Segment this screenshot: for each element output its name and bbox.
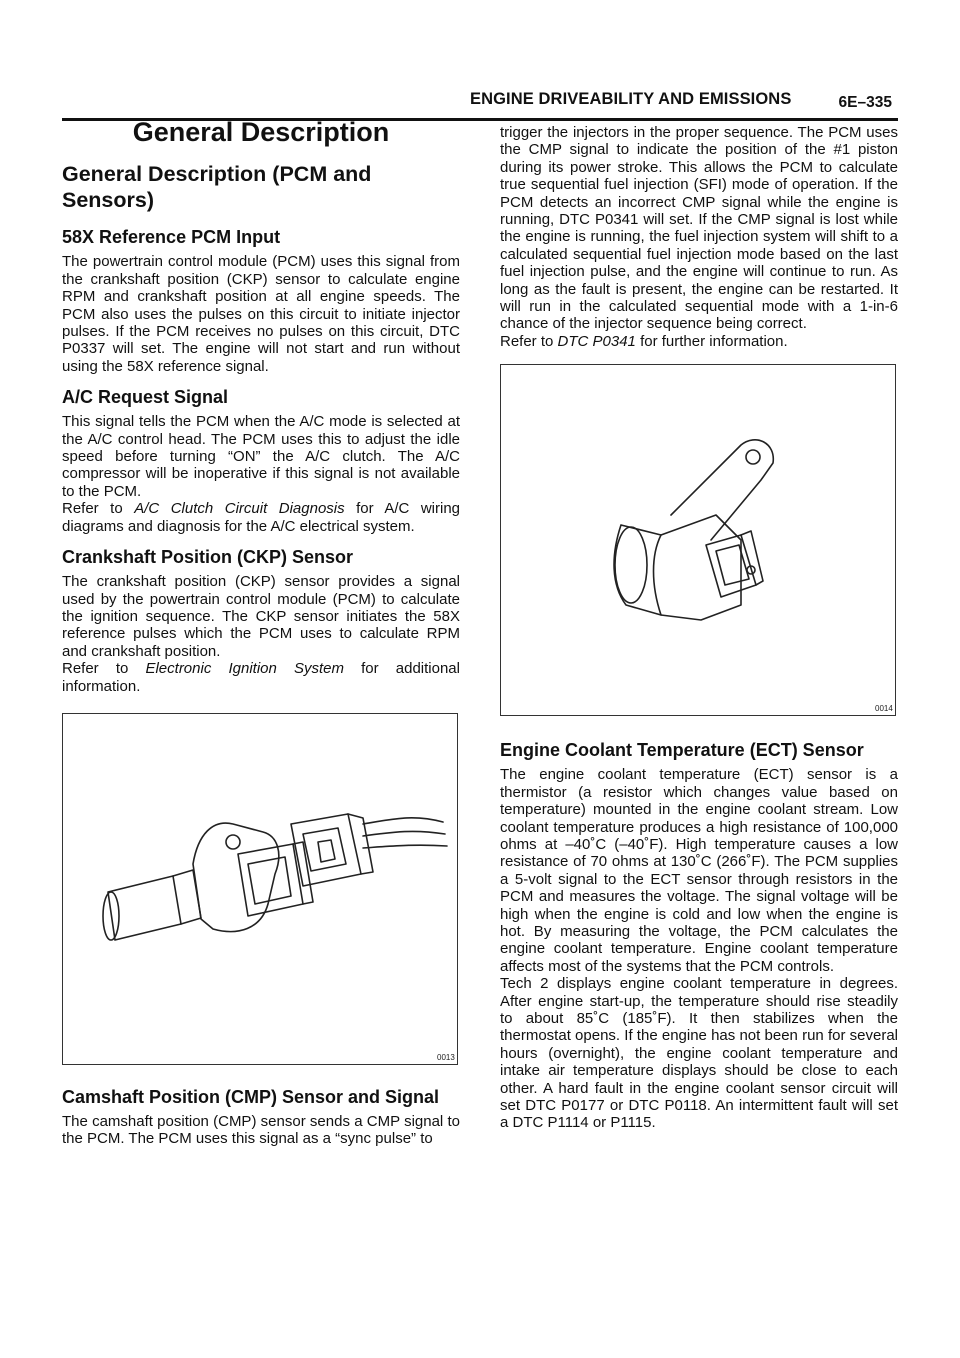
body-cmp: The camshaft position (CMP) sensor sends a CMP signal to the PCM. The PCM uses this signal as a “sync pulse” to [62, 1112, 460, 1148]
ref-ac-pre: Refer to [62, 500, 123, 518]
subtitle: General Description (PCM and Sensors) [62, 162, 372, 213]
page-header [470, 88, 900, 118]
heading-58x: 58X Reference PCM Input [62, 227, 281, 248]
ref-ckp [62, 660, 460, 695]
heading-ac-request: A/C Request Signal [62, 387, 229, 408]
right-column [500, 124, 898, 1132]
cmp-sensor-illustration [501, 365, 895, 715]
left-column [62, 117, 461, 1148]
ckp-figure-id: 0013 [437, 1052, 455, 1062]
cmp-figure-id: 0014 [875, 704, 893, 714]
ref-cmp-post: for further information. [640, 332, 788, 350]
heading-cmp: Camshaft Position (CMP) Sensor and Signal [62, 1086, 440, 1107]
body-ect-1: The engine coolant temperature (ECT) sensor is a thermistor (a resistor which changes value based on temperature) mounted in the engine coolant stream. Low coolant temperature produces a high resistance of 100,000 ohms at –40˚C (–40˚F). High temperature causes a low resistance of 70 ohms at 130˚C (266˚F). The PCM supplies a 5-volt signal to the ECT sensor through resistors in the PCM and measures the voltage. The signal voltage will be high when the engine is cold and low when the engine is hot. By measuring the voltage, the PCM calculates the engine coolant temperature. Engine coolant temperature affects most of the systems that the PCM controls. [500, 766, 898, 975]
cmp-sensor-figure [500, 364, 896, 716]
ref-ckp-pre: Refer to [62, 660, 129, 678]
ckp-sensor-figure [62, 713, 458, 1065]
body-cmp-continued: trigger the injectors in the proper sequence. The PCM uses the CMP signal to indicate the position of the #1 piston during its power stroke. This allows the PCM to calculate true sequential fuel injection (SFI) mode of operation. If the PCM detects an incorrect CMP signal while the engine is running, DTC P0341 will set. If the CMP signal is lost while the engine is running, the fuel injection system will shift to a calculated sequential fuel injection mode based on the last fuel injection pulse, and the engine will continue to run. As long as the fault is present, the engine can be restarted. It will run in the calculated sequential mode with a 1-in-6 chance of the injector sequence being correct. [500, 124, 898, 333]
heading-ect: Engine Coolant Temperature (ECT) Sensor [500, 740, 864, 761]
page-number: 6E–335 [838, 94, 892, 111]
ref-cmp [500, 333, 898, 350]
ref-ac-post: for A/C wiring diagrams and diagnosis for the A/C electrical system. [62, 500, 461, 535]
ref-cmp-pre: Refer to [500, 332, 554, 350]
ref-ckp-link[interactable]: Electronic Ignition System [145, 660, 344, 678]
heading-ckp: Crankshaft Position (CKP) Sensor [62, 547, 354, 568]
ref-ckp-post: for additional information. [62, 660, 460, 695]
body-58x: The powertrain control module (PCM) uses this signal from the crankshaft position (CKP) sensor to calculate engine RPM and crankshaft position at all engine speeds. The PCM also uses the pulses on this circuit to initiate injector pulses. If the PCM receives no pulses on this circuit, DTC P0337 will set. The engine will not start and run without using the 58X reference signal. [62, 253, 460, 375]
ref-ac [62, 500, 460, 535]
section-title: ENGINE DRIVEABILITY AND EMISSIONS [470, 90, 792, 108]
body-ckp: The crankshaft position (CKP) sensor provides a signal used by the powertrain control module (PCM) to calculate the ignition sequence. The CKP sensor initiates the 58X reference pulses which the PCM uses to calculate RPM and crankshaft position. [62, 573, 460, 660]
ckp-sensor-illustration [63, 714, 457, 1064]
page-title: General Description [132, 117, 390, 147]
ref-cmp-link[interactable]: DTC P0341 [557, 332, 636, 350]
ref-ac-link[interactable]: A/C Clutch Circuit Diagnosis [134, 500, 345, 518]
body-ac-request: This signal tells the PCM when the A/C mode is selected at the A/C control head. The PCM uses this to adjust the idle speed before turning “ON” the A/C clutch. The A/C compressor will be inoperative if this signal is not available to the PCM. [62, 413, 460, 500]
body-ect-2: Tech 2 displays engine coolant temperature in degrees. After engine start-up, the temperature should rise steadily to about 85˚C (185˚F). It then stabilizes when the thermostat opens. If the engine has not been run for several hours (overnight), the engine coolant temperature and intake air temperature displays should be close to each other. A hard fault in the engine coolant sensor circuit will set DTC P0177 or DTC P0118. An intermittent fault will set a DTC P1114 or P1115. [500, 975, 898, 1132]
